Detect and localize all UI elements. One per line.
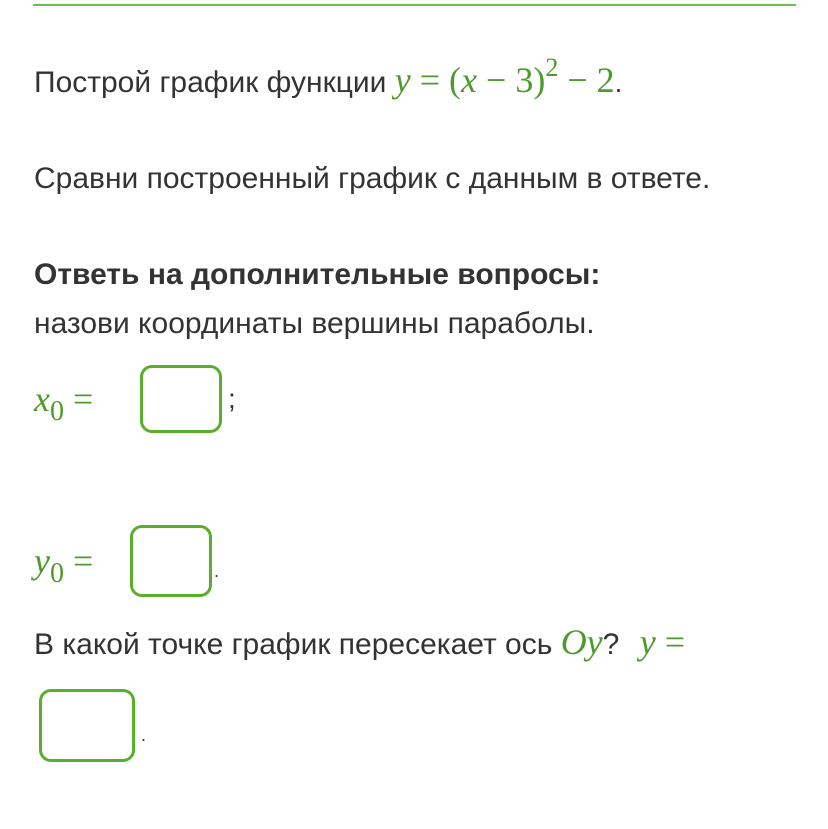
x0-semicolon: ; xyxy=(228,383,236,414)
questions-heading: Ответь на дополнительные вопросы: xyxy=(34,258,601,291)
questions-subheading: назови координаты вершины параболы. xyxy=(34,307,595,340)
task-line: Построй график функции $y = (x - 3)^2 - 2$. xyxy=(34,53,623,100)
y0-period: . xyxy=(214,560,220,581)
oy-question xyxy=(34,622,685,665)
task-intro: Построй график функции xyxy=(34,66,387,99)
x0-label: $x_0$ = xyxy=(34,379,94,427)
y0-row xyxy=(34,525,219,597)
function-formula: $y = (x - 3)^2 - 2$ xyxy=(394,53,615,100)
oy-answer-row xyxy=(39,689,146,762)
compare-instruction: Сравни построенный график с данным в ответе. xyxy=(34,162,711,195)
x0-row xyxy=(34,365,236,433)
top-divider xyxy=(33,4,796,6)
oy-question-text: В какой точке график пересекает ось xyxy=(34,628,553,661)
y0-answer-input[interactable] xyxy=(130,525,212,597)
oy-axis: Oy xyxy=(560,622,603,662)
x0-answer-input[interactable] xyxy=(140,365,222,433)
y0-label: $y_0$ = xyxy=(34,541,94,589)
oy-y-label: y = xyxy=(639,622,685,662)
oy-answer-input[interactable] xyxy=(39,689,135,762)
oy-question-mark: ? xyxy=(602,628,620,661)
oy-period: . xyxy=(141,725,147,745)
